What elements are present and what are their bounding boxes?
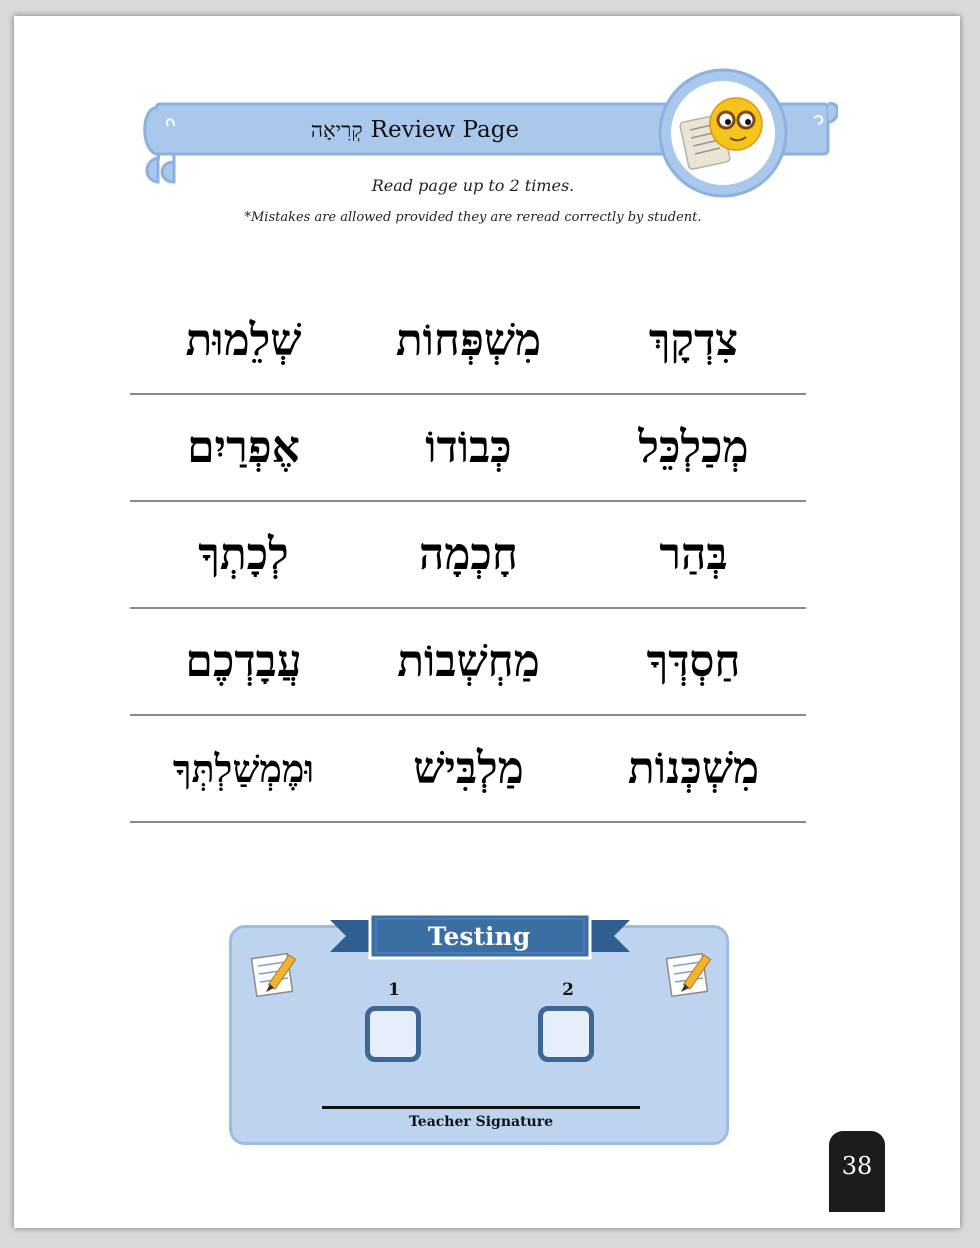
testing-label: Testing <box>427 921 531 951</box>
word-row <box>130 609 806 716</box>
word-row <box>130 716 806 823</box>
attempt-1-checkbox[interactable] <box>365 1006 421 1062</box>
instruction-read-times: Read page up to 2 times. <box>371 176 575 195</box>
word-row <box>130 395 806 502</box>
attempt-number: 1 <box>388 980 400 1000</box>
hebrew-word: חָכְמָה <box>419 528 518 580</box>
signature-label: Teacher Signature <box>408 1114 554 1130</box>
hebrew-word: שְׁלֵמוּת <box>185 314 302 366</box>
notepad-pencil-icon <box>665 950 717 998</box>
attempt-2-checkbox[interactable] <box>538 1006 594 1062</box>
hebrew-word: אֶפְרַיִם <box>187 421 300 473</box>
hebrew-word: מַחְשְׁבוֹת <box>397 635 540 687</box>
notepad-pencil-icon <box>250 950 302 998</box>
signature-line[interactable] <box>322 1106 640 1109</box>
word-row <box>130 502 806 609</box>
hebrew-word: כְּבוֹדוֹ <box>425 421 512 473</box>
word-grid <box>130 288 806 823</box>
page-number: 38 <box>841 1152 873 1180</box>
page-title <box>170 110 660 150</box>
instruction-mistakes-note: *Mistakes are allowed provided they are reread correctly by student. <box>244 210 702 225</box>
title-hebrew: קְרִיאָה <box>310 117 363 142</box>
hebrew-word: צִדְקָךְ <box>648 314 739 366</box>
hebrew-word: עֲבָדְכֶם <box>185 635 302 687</box>
attempt-number: 2 <box>562 980 574 1000</box>
hebrew-word: וּמֶמְשַׁלְתְּךָ <box>172 746 315 791</box>
word-row <box>130 288 806 395</box>
hebrew-word: בְּהַר <box>659 528 728 580</box>
hebrew-word: חַסְדְּךָ <box>646 635 741 687</box>
title-text: Review Page <box>370 117 520 143</box>
hebrew-word: מַלְבִּישׁ <box>413 742 524 794</box>
hebrew-word: מִשְׁפְּחוֹת <box>395 314 542 366</box>
hebrew-word: לְכָתְךָ <box>198 528 289 580</box>
hebrew-word: מְכַלְכֵּל <box>638 421 749 473</box>
hebrew-word: מִשְׁכְּנוֹת <box>627 742 760 794</box>
